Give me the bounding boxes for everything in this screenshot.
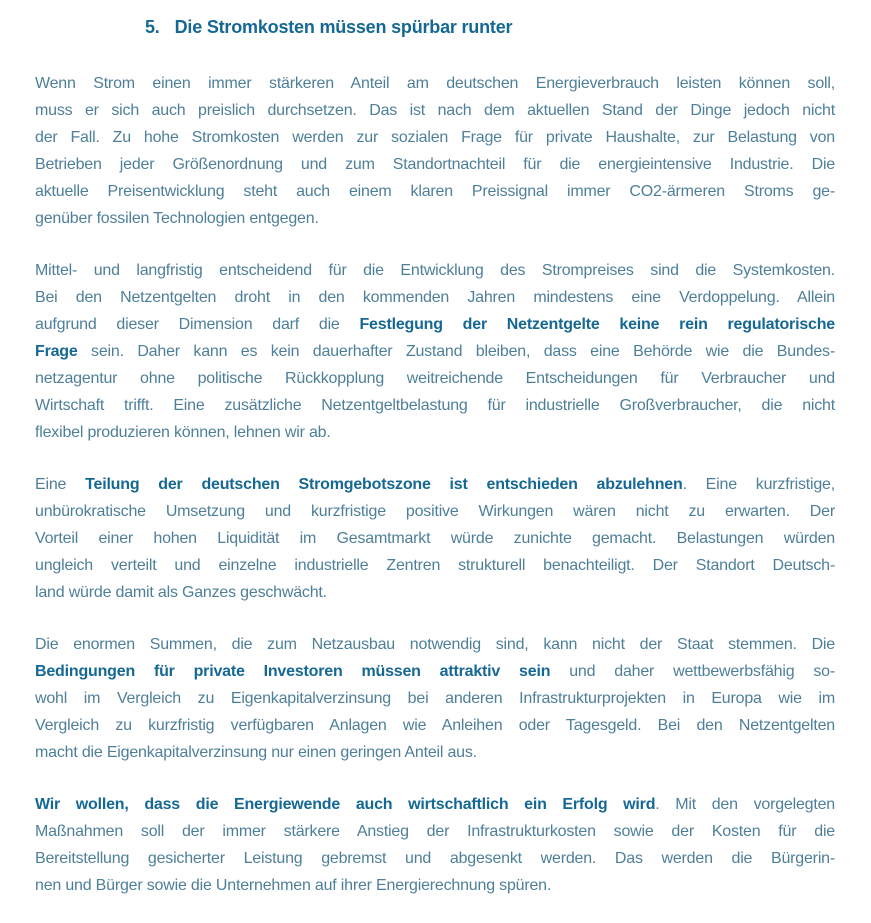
text-line <box>35 311 835 338</box>
text-segment: Wenn Strom einen immer stärkeren Anteil am deutschen Energieverbrauch leisten können soll, <box>35 75 835 92</box>
text-segment: land würde damit als Ganzes geschwächt. <box>35 584 327 601</box>
text-segment: wohl im Vergleich zu Eigenkapitalverzinsung bei anderen Infrastrukturprojekten in Europa wie im <box>35 690 835 707</box>
text-line <box>35 791 835 818</box>
text-segment: Vorteil einer hohen Liquidität im Gesamtmarkt würde zunichte gemacht. Belastungen würden <box>35 530 835 547</box>
bold-text-segment: Teilung der deutschen Stromgebotszone ist entschieden abzulehnen <box>85 476 683 493</box>
text-line <box>35 525 835 552</box>
text-line <box>35 124 835 151</box>
text-line <box>35 658 835 685</box>
bold-text-segment: Wir wollen, dass die Energiewende auch wirtschaftlich ein Erfolg wird <box>35 796 656 813</box>
text-line <box>35 419 835 446</box>
paragraph-5 <box>35 791 835 899</box>
text-line <box>35 579 835 606</box>
paragraph-1 <box>35 70 835 232</box>
text-line <box>35 631 835 658</box>
text-line <box>35 365 835 392</box>
text-line <box>35 552 835 579</box>
text-line <box>35 392 835 419</box>
text-segment: Bereitstellung gesicherter Leistung gebremst und abgesenkt werden. Das werden die Bürgerin- <box>35 850 835 867</box>
section-heading <box>35 14 835 41</box>
text-line <box>35 178 835 205</box>
paragraph-2 <box>35 257 835 446</box>
text-segment: und daher wettbewerbsfähig so- <box>550 663 835 680</box>
text-line <box>35 872 835 899</box>
text-line <box>35 845 835 872</box>
text-segment: Maßnahmen soll der immer stärkere Anstieg der Infrastrukturkosten sowie der Kosten für die <box>35 823 835 840</box>
text-line <box>35 685 835 712</box>
text-segment: Vergleich zu kurzfristig verfügbaren Anlagen wie Anleihen oder Tagesgeld. Bei den Netzentgelten <box>35 717 835 734</box>
text-segment: Wirtschaft trifft. Eine zusätzliche Netzentgeltbelastung für industrielle Großverbraucher, die nicht <box>35 397 835 414</box>
text-segment: Eine <box>35 476 86 493</box>
text-line <box>35 338 835 365</box>
bold-text-segment: Bedingungen für private Investoren müssen attraktiv sein <box>35 663 551 680</box>
text-segment: netzagentur ohne politische Rückkopplung weitreichende Entscheidungen für Verbraucher und <box>35 370 835 387</box>
section-number: 5. <box>145 17 160 37</box>
text-line <box>35 818 835 845</box>
text-segment: . Mit den vorgelegten <box>655 796 835 813</box>
text-segment: sein. Daher kann es kein dauerhafter Zustand bleiben, dass eine Behörde wie die Bundes- <box>77 343 835 360</box>
text-segment: aufgrund dieser Dimension darf die <box>35 316 360 333</box>
bold-text-segment: Festlegung der Netzentgelte keine rein regulatorische <box>359 316 835 333</box>
text-segment: Die enormen Summen, die zum Netzausbau notwendig sind, kann nicht der Staat stemmen. Die <box>35 636 835 653</box>
text-line <box>35 712 835 739</box>
text-segment: aktuelle Preisentwicklung steht auch einem klaren Preissignal immer CO2-ärmeren Stroms ge- <box>35 183 835 200</box>
text-segment: unbürokratische Umsetzung und kurzfristige positive Wirkungen wären nicht zu erwarten. Der <box>35 503 835 520</box>
section-title: Die Stromkosten müssen spürbar runter <box>174 17 513 37</box>
text-line <box>35 70 835 97</box>
text-segment: ungleich verteilt und einzelne industrielle Zentren strukturell benachteiligt. Der Standort Deutsch- <box>35 557 835 574</box>
text-segment: flexibel produzieren können, lehnen wir ab. <box>35 424 331 441</box>
text-line <box>35 257 835 284</box>
paragraph-3 <box>35 471 835 606</box>
text-segment: muss er sich auch preislich durchsetzen. Das ist nach dem aktuellen Stand der Dinge jedoch nicht <box>35 102 835 119</box>
text-segment: Betrieben jeder Größenordnung und zum Standortnachteil für die energieintensive Industrie. Die <box>35 156 835 173</box>
paragraph-4 <box>35 631 835 766</box>
text-line <box>35 151 835 178</box>
text-line <box>35 498 835 525</box>
text-segment: Bei den Netzentgelten droht in den kommenden Jahren mindestens eine Verdoppelung. Allein <box>35 289 835 306</box>
text-line <box>35 471 835 498</box>
text-line <box>35 205 835 232</box>
text-line <box>35 284 835 311</box>
text-line <box>35 97 835 124</box>
bold-text-segment: Frage <box>35 343 78 360</box>
text-line <box>35 739 835 766</box>
body-text <box>35 70 835 899</box>
text-segment: genüber fossilen Technologien entgegen. <box>35 210 319 227</box>
text-segment: . Eine kurzfristige, <box>682 476 835 493</box>
text-segment: nen und Bürger sowie die Unternehmen auf ihrer Energierechnung spüren. <box>35 877 552 894</box>
text-segment: der Fall. Zu hohe Stromkosten werden zur sozialen Frage für private Haushalte, zur Belastung von <box>35 129 835 146</box>
text-segment: Mittel- und langfristig entscheidend für die Entwicklung des Strompreises sind die Systemkosten. <box>35 262 835 279</box>
text-segment: macht die Eigenkapitalverzinsung nur einen geringen Anteil aus. <box>35 744 477 761</box>
